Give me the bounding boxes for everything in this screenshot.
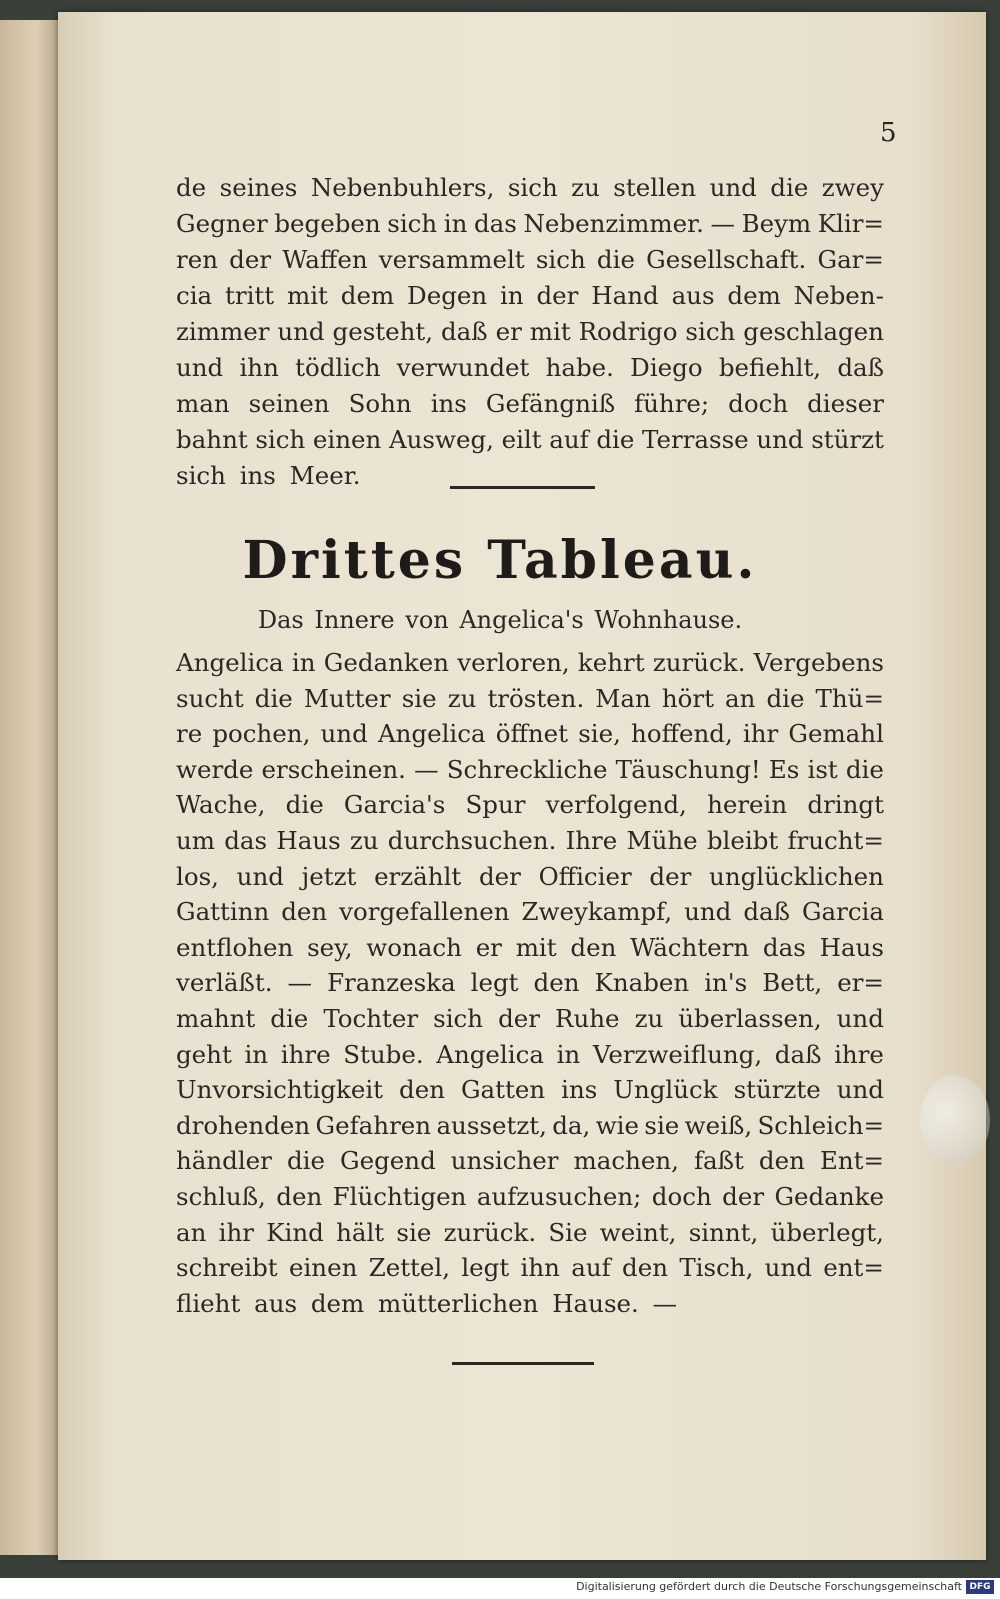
word: und (684, 897, 732, 927)
word: die (285, 790, 324, 820)
word: Klir= (817, 209, 884, 238)
word: Neben- (793, 281, 884, 310)
word: re (176, 719, 203, 749)
word: sie (396, 1217, 432, 1247)
word: verloren, (457, 648, 570, 677)
word: vorgefallenen (339, 897, 510, 927)
word: stellen (613, 173, 697, 202)
word: — (287, 968, 313, 998)
word: ent= (823, 1253, 884, 1283)
word: Wächtern (630, 932, 750, 962)
word: in (244, 1039, 269, 1069)
word: Degen (407, 281, 488, 310)
word: hoffend, (631, 719, 733, 749)
word: zu (447, 683, 477, 713)
word: er= (837, 968, 884, 998)
word: ihn (239, 353, 279, 382)
word: die (845, 754, 884, 784)
word: aus (671, 281, 715, 310)
word: in (443, 209, 468, 238)
word: Beym (741, 209, 812, 238)
word: Franzeska (327, 968, 456, 998)
text-line (176, 1215, 884, 1251)
text-line (176, 350, 884, 386)
text-line (176, 242, 884, 278)
word: den (758, 1146, 805, 1176)
word: aufzusuchen; (476, 1181, 642, 1211)
word: ins (430, 389, 467, 418)
word: Officier (538, 861, 632, 891)
word: Mühe (626, 825, 698, 855)
word: das (224, 825, 268, 855)
word: dieser (807, 389, 884, 418)
word: den (570, 932, 617, 962)
text-line (176, 206, 884, 242)
word: den (281, 897, 328, 927)
word: unglücklichen (709, 861, 884, 891)
word: das (762, 932, 806, 962)
word: ihr (742, 719, 779, 749)
word: das (474, 209, 517, 238)
word: faßt (693, 1146, 744, 1176)
word: Unglück (613, 1075, 718, 1105)
word: sich (535, 245, 586, 274)
word: Tisch, (679, 1253, 754, 1283)
word: Nebenbuhlers, (310, 173, 495, 202)
word: jetzt (301, 861, 357, 891)
text-line (176, 1001, 884, 1037)
word: den (399, 1075, 445, 1105)
word: Gar= (817, 245, 884, 274)
word: wie (595, 1110, 639, 1140)
word: Hand (591, 281, 659, 310)
word: einen (312, 425, 382, 454)
word: doch (728, 389, 789, 418)
word: und (836, 1075, 884, 1105)
word: Nebenzimmer. (523, 209, 704, 238)
word: Sie (548, 1217, 588, 1247)
word: Angelica (436, 1039, 544, 1069)
text-line (176, 278, 884, 314)
word: Waffen (282, 245, 368, 274)
word: Unvorsichtigkeit (176, 1075, 384, 1105)
word: seinen (248, 389, 330, 418)
word: sich (685, 317, 736, 346)
text-line (176, 716, 884, 752)
word: ren (176, 245, 218, 274)
footer-credit: Digitalisierung gefördert durch die Deutsche Forschungsgemeinschaft (576, 1580, 962, 1593)
word: legt (461, 1253, 510, 1283)
text-line (176, 422, 884, 458)
word: daß (837, 353, 884, 382)
word: sucht (176, 683, 244, 713)
text-line (176, 386, 884, 422)
word: zu (634, 1003, 664, 1033)
text-line (176, 645, 884, 681)
word: Haus (819, 932, 884, 962)
word: ihre (280, 1039, 331, 1069)
word: die (596, 245, 635, 274)
word: Schreckliche (446, 754, 608, 784)
word: Zweykampf, (521, 897, 673, 927)
word: den (533, 968, 580, 998)
word: weint, (599, 1217, 677, 1247)
text-line (176, 170, 884, 206)
text-line (176, 787, 884, 823)
text-line (176, 894, 884, 930)
word: mit (286, 281, 328, 310)
facing-page-edge (0, 20, 60, 1555)
word: er (495, 317, 522, 346)
word: händler (176, 1146, 272, 1176)
word: erscheinen. (261, 754, 406, 784)
word: unsicher (450, 1146, 559, 1176)
word: einen (288, 1253, 358, 1283)
word: Gedanke (774, 1181, 884, 1211)
word: kehrt (577, 648, 645, 677)
text-line (176, 1250, 884, 1286)
word: Sohn (348, 389, 412, 418)
word: in (556, 1039, 581, 1069)
lower-paragraph (176, 645, 884, 1321)
word: Es (768, 754, 800, 784)
word: dringt (807, 790, 884, 820)
word: habe. (545, 353, 614, 382)
word: den (276, 1181, 323, 1211)
word: Ruhe (555, 1003, 620, 1033)
word: hält (336, 1217, 385, 1247)
word: schluß, (176, 1181, 266, 1211)
word: tritt (225, 281, 275, 310)
word: sie (401, 683, 437, 713)
word: die (766, 683, 805, 713)
text-line (176, 1108, 884, 1144)
text-line: sich ins Meer. (176, 461, 361, 490)
word: dem (727, 281, 781, 310)
word: ihr (218, 1217, 254, 1247)
word: Gedanken (323, 648, 450, 677)
word: Rodrigo (578, 317, 678, 346)
word: ist (807, 754, 838, 784)
text-line (176, 314, 884, 350)
word: den (622, 1253, 668, 1283)
word: Ausweg, (388, 425, 494, 454)
word: zurück. (443, 1217, 537, 1247)
word: Gattinn (176, 897, 270, 927)
word: daß (743, 897, 790, 927)
word: eilt (501, 425, 542, 454)
word: sey, (307, 932, 353, 962)
word: Gesellschaft. (646, 245, 807, 274)
section-heading: Drittes Tableau. (242, 530, 758, 591)
word: Gefängniß (485, 389, 616, 418)
word: die (286, 1146, 325, 1176)
word: schreibt (176, 1253, 278, 1283)
word: in (291, 648, 316, 677)
word: man (176, 389, 230, 418)
word: und (277, 317, 325, 346)
word: er (475, 932, 502, 962)
word: seines (219, 173, 298, 202)
word: verwundet (396, 353, 530, 382)
word: sich (507, 173, 558, 202)
word: — (414, 754, 439, 784)
word: Vergebens (753, 648, 884, 677)
word: sie (644, 1110, 680, 1140)
word: — (710, 209, 735, 238)
word: daß (774, 1039, 822, 1069)
word: geht (176, 1039, 232, 1069)
word: überlassen, (678, 1003, 822, 1033)
word: und (764, 1253, 812, 1283)
word: verläßt. (176, 968, 273, 998)
text-line (176, 1037, 884, 1073)
text-line (176, 823, 884, 859)
word: sie, (578, 719, 621, 749)
word: der (722, 1181, 765, 1211)
word: befiehlt, (718, 353, 822, 382)
word: mit (515, 932, 557, 962)
text-line (176, 681, 884, 717)
word: um (176, 825, 216, 855)
word: begeben (274, 209, 381, 238)
word: Ent= (819, 1146, 884, 1176)
word: Gatten (460, 1075, 546, 1105)
word: versammelt (378, 245, 525, 274)
word: zu (349, 825, 379, 855)
word: hört (661, 683, 714, 713)
word: Man (595, 683, 651, 713)
word: der (498, 1003, 540, 1033)
word: Kind (266, 1217, 324, 1247)
word: Zettel, (368, 1253, 451, 1283)
word: Ihre (565, 825, 618, 855)
word: der (536, 281, 579, 310)
word: die (254, 683, 293, 713)
word: und (320, 719, 368, 749)
scanner-thumb-shadow (920, 1075, 990, 1165)
word: Verzweiflung, (592, 1039, 763, 1069)
word: auf (549, 425, 589, 454)
word: in's (704, 968, 748, 998)
page-number: 5 (880, 118, 897, 148)
word: trösten. (487, 683, 585, 713)
word: de (176, 173, 207, 202)
scene-description: Das Innere von Angelica's Wohnhause. (257, 606, 743, 634)
text-line (176, 1143, 884, 1179)
word: geschlagen (743, 317, 884, 346)
word: zimmer (176, 317, 270, 346)
word: auf (571, 1253, 611, 1283)
word: Mutter (303, 683, 391, 713)
word: Flüchtigen (332, 1181, 467, 1211)
word: aussetzt, (436, 1110, 547, 1140)
word: ihn (520, 1253, 560, 1283)
word: Gegner (176, 209, 268, 238)
word: Schleich= (757, 1110, 884, 1140)
word: zu (571, 173, 600, 202)
upper-paragraph (176, 170, 884, 494)
text-line (176, 1072, 884, 1108)
word: Haus (276, 825, 341, 855)
text-line (176, 930, 884, 966)
word: durchsuchen. (387, 825, 557, 855)
word: führe; (634, 389, 710, 418)
word: stürzt (811, 425, 884, 454)
word: entflohen (176, 932, 294, 962)
word: mit (529, 317, 571, 346)
text-line: flieht aus dem mütterlichen Hause. — (176, 1288, 678, 1318)
text-line (176, 1179, 884, 1215)
word: weiß, (684, 1110, 753, 1140)
word: Terrasse (642, 425, 749, 454)
section-divider (450, 486, 595, 489)
word: Gemahl (788, 719, 884, 749)
word: machen, (573, 1146, 679, 1176)
word: drohenden (176, 1110, 311, 1140)
word: Gefahren (315, 1110, 432, 1140)
word: Angelica (377, 719, 486, 749)
word: doch (651, 1181, 712, 1211)
word: Angelica (176, 648, 284, 677)
word: Täuschung! (615, 754, 761, 784)
word: ihre (834, 1039, 884, 1069)
word: los, (176, 861, 219, 891)
text-line (176, 965, 884, 1001)
word: zwey (821, 173, 884, 202)
word: tödlich (295, 353, 381, 382)
word: die (596, 425, 635, 454)
word: ins (561, 1075, 598, 1105)
word: und (176, 353, 224, 382)
word: an (725, 683, 756, 713)
word: Spur (465, 790, 526, 820)
word: die (770, 173, 809, 202)
word: legt (470, 968, 519, 998)
word: Garcia's (343, 790, 446, 820)
word: Knaben (594, 968, 690, 998)
word: Tochter (323, 1003, 419, 1033)
end-divider (452, 1362, 594, 1365)
word: in (500, 281, 524, 310)
word: sich (433, 1003, 484, 1033)
word: mahnt (176, 1003, 256, 1033)
word: bahnt (176, 425, 248, 454)
word: wonach (366, 932, 462, 962)
word: sich (255, 425, 306, 454)
word: sinnt, (688, 1217, 759, 1247)
dfg-logo: DFG (966, 1580, 994, 1594)
word: überlegt, (770, 1217, 884, 1247)
word: und (709, 173, 757, 202)
word: pochen, (212, 719, 311, 749)
word: der (478, 861, 521, 891)
word: Bett, (762, 968, 823, 998)
word: cia (176, 281, 213, 310)
word: und (756, 425, 804, 454)
word: öffnet (495, 719, 569, 749)
word: die (270, 1003, 309, 1033)
word: frucht= (787, 825, 884, 855)
word: daß (441, 317, 488, 346)
word: Stube. (343, 1039, 424, 1069)
word: bleibt (706, 825, 779, 855)
word: gesteht, (332, 317, 434, 346)
word: Garcia (801, 897, 884, 927)
word: Thü= (815, 683, 884, 713)
word: der (229, 245, 272, 274)
word: da, (552, 1110, 591, 1140)
word: Wache, (176, 790, 266, 820)
word: herein (707, 790, 788, 820)
word: erzählt (374, 861, 462, 891)
word: der (649, 861, 692, 891)
text-line (176, 752, 884, 788)
word: stürzte (733, 1075, 821, 1105)
word: Diego (630, 353, 703, 382)
word: dem (340, 281, 395, 310)
word: an (176, 1217, 207, 1247)
word: Gegend (340, 1146, 436, 1176)
word: und (836, 1003, 884, 1033)
word: und (236, 861, 284, 891)
word: verfolgend, (545, 790, 687, 820)
word: zurück. (652, 648, 746, 677)
word: sich (387, 209, 438, 238)
text-line (176, 859, 884, 895)
word: werde (176, 754, 254, 784)
